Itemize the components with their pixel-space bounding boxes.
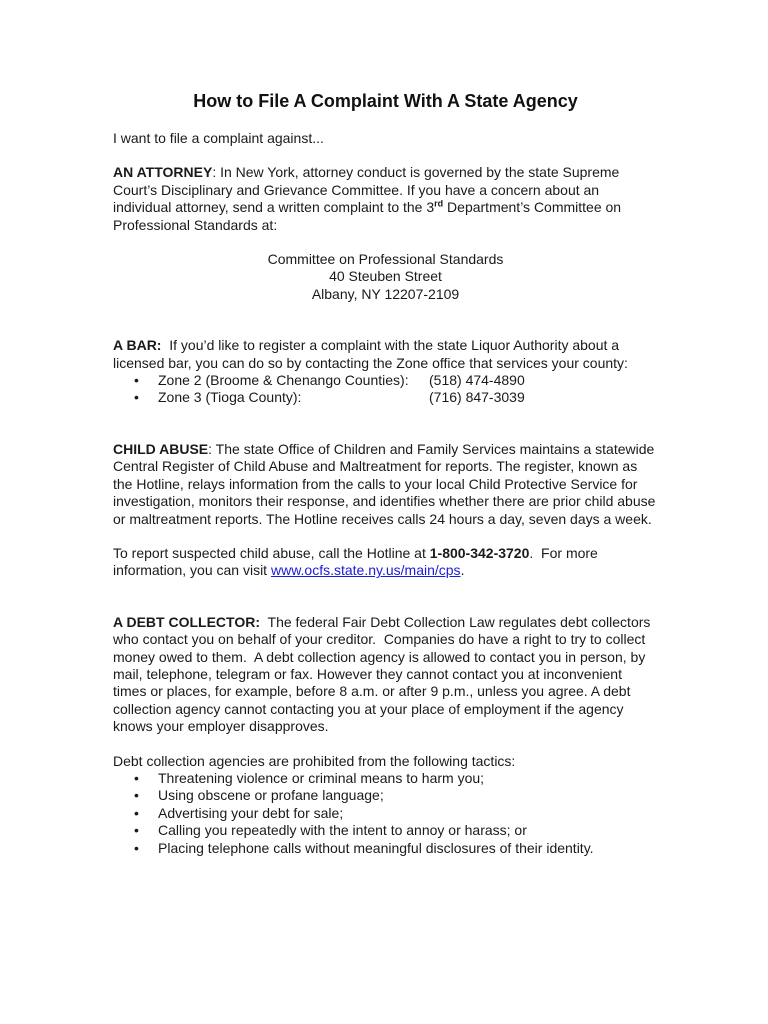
hotline-number: 1-800-342-3720 (429, 544, 530, 561)
zone-list (113, 372, 658, 407)
list-item: • Placing telephone calls without meaningful disclosures of their identity. (113, 840, 658, 857)
document-page (113, 90, 658, 857)
attorney-label: AN ATTORNEY (113, 164, 213, 181)
ocfs-link[interactable]: www.ocfs.state.ny.us/main/cps (270, 562, 461, 579)
hotline-paragraph: To report suspected child abuse, call the Hotline at 1-800-342-3720. For more information, you can visit www.ocfs.state.ny.us/main/cps. (113, 544, 602, 579)
debt-label: A DEBT COLLECTOR: (113, 613, 260, 630)
list-item: • Advertising your debt for sale; (113, 805, 658, 822)
list-item: • Using obscene or profane language; (113, 787, 658, 804)
list-item: • Calling you repeatedly with the intent to annoy or harass; or (113, 822, 658, 839)
debt-paragraph: A DEBT COLLECTOR: The federal Fair Debt Collection Law regulates debt collectors who contact you on behalf of your creditor. Companies do have a right to try to collect money owed to them. A debt collection agency is allowed to contact you in person, by mail, telephone, telegram or fax. However they cannot contact you at inconvenient times or places, for example, before 8 a.m. or after 9 p.m., unless you agree. A debt collection agency cannot contacting you at your place of employment if the agency knows your employer disapproves. (113, 613, 655, 735)
intro-text: I want to file a complaint against... (113, 130, 324, 146)
page-title: How to File A Complaint With A State Agency (193, 91, 578, 111)
list-item: • Threatening violence or criminal means to harm you; (113, 770, 658, 787)
attorney-paragraph: AN ATTORNEY: In New York, attorney conduct is governed by the state Supreme Court’s Disciplinary and Grievance Committee. If you have a concern about an individual attorney, send a written complaint to the 3rd Department’s Committee on Professional Standards at: (113, 164, 622, 233)
attorney-address: Committee on Professional Standards 40 Steuben Street Albany, NY 12207-2109 (267, 251, 504, 302)
prohibited-intro: Debt collection agencies are prohibited from the following tactics: (113, 752, 516, 769)
bar-paragraph: A BAR: If you’d like to register a complaint with the state Liquor Authority about a licensed bar, you can do so by contacting the Zone office that services your county: (113, 337, 628, 371)
child-abuse-paragraph: CHILD ABUSE: The state Office of Children and Family Services maintains a statewide Central Register of Child Abuse and Maltreatment for reports. The register, known as the Hotline, relays information from the calls to your local Child Protective Service for investigation, monitors their response, and identifies whether there are prior child abuse or maltreatment reports. The Hotline receives calls 24 hours a day, seven days a week. (113, 440, 656, 527)
tactics-list (113, 770, 658, 857)
child-abuse-label: CHILD ABUSE (113, 440, 209, 457)
list-item: • Zone 2 (Broome & Chenango Counties): (518) 474-4890 (113, 372, 658, 389)
bar-label: A BAR: (113, 337, 162, 354)
list-item: • Zone 3 (Tioga County): (716) 847-3039 (113, 389, 658, 406)
